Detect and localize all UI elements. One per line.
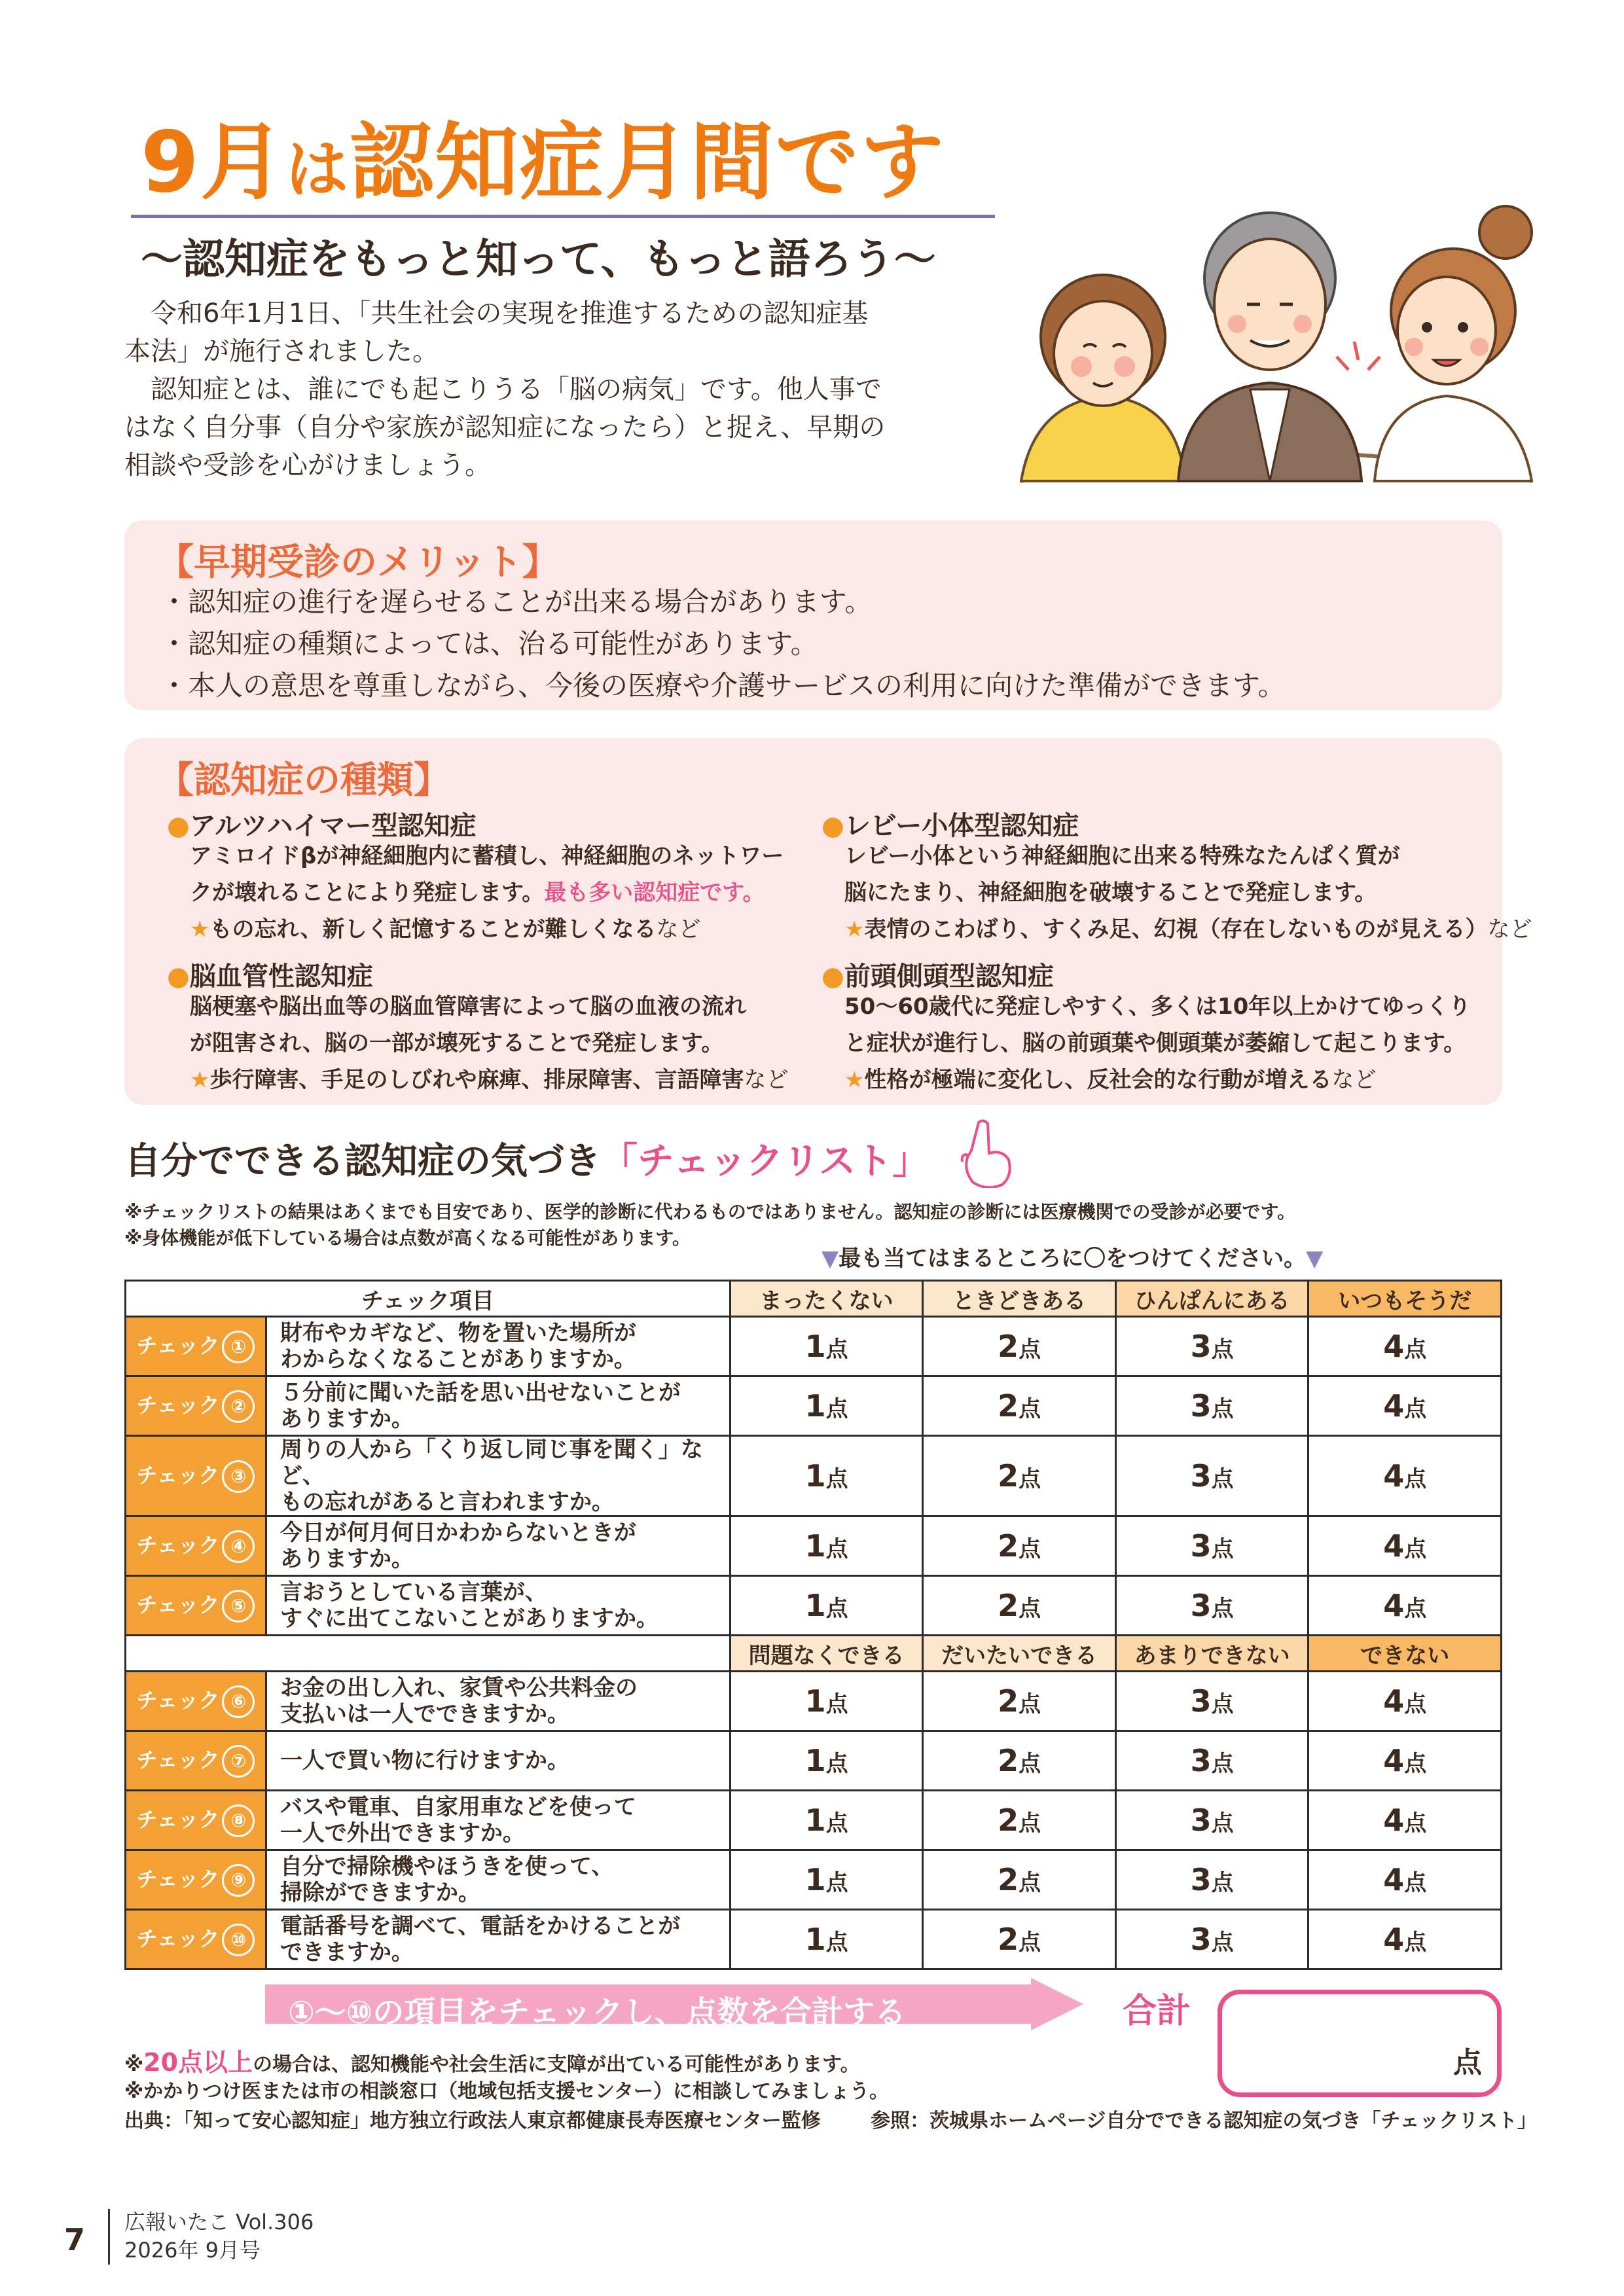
answer-column-header: あまりできない (1115, 1636, 1308, 1672)
check-question: 一人で買い物に行けますか。 (266, 1731, 730, 1791)
checklist-title: 自分でできる認知症の気づき「チェックリスト」 (124, 1140, 929, 1183)
type-vascular-heading: ●脳血管性認知症 (167, 961, 373, 992)
checklist-row (126, 1850, 1502, 1910)
intro-line: 本法」が施行されました。 (124, 336, 439, 367)
check-label: チェック ① (126, 1317, 266, 1376)
page-number: 7 (64, 2222, 86, 2257)
score-option[interactable]: 2点 (923, 1436, 1116, 1516)
score-option[interactable]: 4点 (1308, 1910, 1502, 1969)
checklist-row (126, 1910, 1502, 1969)
score-option[interactable]: 2点 (923, 1317, 1116, 1376)
footnote-consult: ※かかりつけ医または市の相談窓口（地域包括支援センター）に相談してみましょう。 (124, 2080, 889, 2103)
checklist-note: ※チェックリストの結果はあくまでも目安であり、医学的診断に代わるものではありません。認知症の診断には医療機関での受診が必要です。 (124, 1201, 1296, 1223)
title-rule (131, 215, 995, 218)
score-option[interactable]: 1点 (730, 1516, 923, 1576)
merits-heading: 【早期受診のメリット】 (157, 541, 559, 584)
type-desc: アミロイドβが神経細胞内に蓄積し、神経細胞のネットワー (190, 843, 784, 869)
answer-column-header: できない (1308, 1636, 1502, 1672)
score-option[interactable]: 4点 (1308, 1436, 1502, 1516)
check-question: お金の出し入れ、家賃や公共料金の 支払いは一人でできますか。 (266, 1672, 730, 1731)
score-option[interactable]: 2点 (923, 1672, 1116, 1731)
score-option[interactable]: 3点 (1115, 1731, 1308, 1791)
checklist-table (124, 1280, 1502, 1970)
score-option[interactable]: 3点 (1115, 1516, 1308, 1576)
check-number: ③ (222, 1460, 255, 1493)
intro-line: はなく自分事（自分や家族が認知症になったら）と捉え、早期の (124, 412, 886, 442)
footnote-threshold: ※20点以上の場合は、認知機能や社会生活に支障が出ている可能性があります。 (124, 2048, 860, 2077)
intro-line: 相談や受診を心がけましょう。 (124, 450, 491, 480)
type-desc: 脳にたまり、神経細胞を破壊することで発症します。 (844, 880, 1377, 906)
check-label: チェック ⑤ (126, 1576, 266, 1636)
checklist-row (126, 1576, 1502, 1636)
score-option[interactable]: 2点 (923, 1791, 1116, 1850)
check-label: チェック ③ (126, 1436, 266, 1516)
footnote-reference: 参照：茨城県ホームページ自分でできる認知症の気づき「チェックリスト」 (871, 2109, 1537, 2132)
score-option[interactable]: 1点 (730, 1850, 923, 1910)
checklist-row (126, 1376, 1502, 1436)
check-question: 今日が何月何日かわからないときが ありますか。 (266, 1516, 730, 1576)
score-option[interactable]: 4点 (1308, 1731, 1502, 1791)
answer-column-header: まったくない (730, 1281, 923, 1317)
check-number: ⑦ (222, 1745, 255, 1778)
score-option[interactable]: 4点 (1308, 1850, 1502, 1910)
merit-item: ・認知症の種類によっては、治る可能性があります。 (160, 628, 818, 660)
answer-column-header: だいたいできる (923, 1636, 1116, 1672)
type-frontotemporal-heading: ●前頭側頭型認知症 (821, 961, 1054, 992)
score-option[interactable]: 1点 (730, 1436, 923, 1516)
type-symptom: ★もの忘れ、新しく記憶することが難しくなるなど (190, 916, 701, 942)
score-option[interactable]: 1点 (730, 1672, 923, 1731)
checklist-row (126, 1731, 1502, 1791)
total-label: 合計 (1123, 1992, 1191, 2031)
score-option[interactable]: 4点 (1308, 1317, 1502, 1376)
family-illustration (1008, 173, 1545, 501)
answer-column-header: ときどきある (923, 1281, 1116, 1317)
check-number: ⑨ (222, 1864, 255, 1897)
checklist-row (126, 1791, 1502, 1850)
checklist-header-row (126, 1636, 1502, 1672)
check-question: 電話番号を調べて、電話をかけることが できますか。 (266, 1910, 730, 1969)
check-question: 言おうとしている言葉が、 すぐに出てこないことがありますか。 (266, 1576, 730, 1636)
checklist-header-row (126, 1281, 1502, 1317)
check-label: チェック ⑦ (126, 1731, 266, 1791)
score-option[interactable]: 4点 (1308, 1672, 1502, 1731)
check-question: 周りの人から「くり返し同じ事を聞く」など、 もの忘れがあると言われますか。 (266, 1436, 730, 1516)
type-desc: と症状が進行し、脳の前頭葉や側頭葉が萎縮して起こります。 (844, 1030, 1466, 1056)
item-column-header (126, 1636, 731, 1672)
type-alzheimer-heading: ●アルツハイマー型認知症 (167, 811, 477, 841)
type-symptom: ★歩行障害、手足のしびれや麻痺、排尿障害、言語障害など (190, 1067, 789, 1093)
pointing-hand-icon (956, 1116, 1015, 1188)
check-question: 自分で掃除機やほうきを使って、 掃除ができますか。 (266, 1850, 730, 1910)
check-label: チェック ② (126, 1376, 266, 1436)
check-label: チェック ⑨ (126, 1850, 266, 1910)
check-label: チェック ⑥ (126, 1672, 266, 1731)
caregiver-figure (1337, 206, 1532, 481)
merit-item: ・本人の意思を尊重しながら、今後の医療や介護サービスの利用に向けた準備ができます。 (160, 670, 1286, 702)
checklist-row (126, 1317, 1502, 1376)
check-question: バスや電車、自家用車などを使って 一人で外出できますか。 (266, 1791, 730, 1850)
type-lewy-heading: ●レビー小体型認知症 (821, 811, 1079, 841)
footnote-source: 出典：「知って安心認知症」地方独立行政法人東京都健康長寿医療センター監修 (124, 2109, 821, 2132)
merit-item: ・認知症の進行を遅らせることが出来る場合があります。 (160, 586, 873, 618)
check-label: チェック ⑧ (126, 1791, 266, 1850)
check-number: ⑤ (222, 1590, 255, 1623)
footer-divider (108, 2209, 110, 2265)
total-unit: 点 (1453, 2046, 1482, 2079)
score-option[interactable]: 2点 (923, 1731, 1116, 1791)
publication-issue: 2026年 9月号 (124, 2238, 261, 2263)
grandmother-figure (1021, 275, 1185, 481)
check-number: ⑧ (222, 1804, 255, 1837)
intro-line: 認知症とは、誰にでも起こりうる「脳の病気」です。他人事で (124, 374, 882, 404)
type-desc: 50～60歳代に発症しやすく、多くは10年以上かけてゆっくり (844, 994, 1471, 1020)
answer-column-header: ひんぱんにある (1115, 1281, 1308, 1317)
score-option[interactable]: 3点 (1115, 1576, 1308, 1636)
score-option[interactable]: 1点 (730, 1576, 923, 1636)
check-number: ② (222, 1390, 255, 1423)
checklist-row (126, 1516, 1502, 1576)
answer-column-header: 問題なくできる (730, 1636, 923, 1672)
page-subtitle: ～認知症をもっと知って、もっと語ろう～ (141, 236, 936, 284)
score-option[interactable]: 3点 (1115, 1672, 1308, 1731)
score-option[interactable]: 1点 (730, 1376, 923, 1436)
score-option[interactable]: 4点 (1308, 1376, 1502, 1436)
type-desc: クが壊れることにより発症します。最も多い認知症です。 (190, 880, 765, 906)
type-desc: が阻害され、脳の一部が壊死することで発症します。 (190, 1030, 724, 1056)
sum-instruction: ①～⑩の項目をチェックし、点数を合計する (288, 1994, 906, 2031)
score-option[interactable]: 1点 (730, 1791, 923, 1850)
score-option[interactable]: 3点 (1115, 1910, 1308, 1969)
grandfather-figure (1178, 213, 1362, 481)
score-option[interactable]: 3点 (1115, 1436, 1308, 1516)
check-number: ⑥ (222, 1685, 255, 1718)
check-question: 財布やカギなど、物を置いた場所が わからなくなることがありますか。 (266, 1317, 730, 1376)
check-label: チェック ⑩ (126, 1910, 266, 1969)
score-option[interactable]: 3点 (1115, 1850, 1308, 1910)
score-option[interactable]: 2点 (923, 1516, 1116, 1576)
checklist-instruction: ▼最も当てはまるところに〇をつけてください。▼ (821, 1246, 1324, 1272)
publication-name: 広報いたこ Vol.306 (124, 2210, 314, 2234)
intro-line: 令和6年1月1日、「共生社会の実現を推進するための認知症基 (124, 298, 869, 329)
check-number: ④ (222, 1530, 255, 1563)
score-option[interactable]: 3点 (1115, 1317, 1308, 1376)
score-option[interactable]: 1点 (730, 1910, 923, 1969)
checklist-row (126, 1672, 1502, 1731)
type-desc: レビー小体という神経細胞に出来る特殊なたんぱく質が (844, 843, 1400, 869)
check-number: ⑩ (222, 1924, 255, 1956)
score-option[interactable]: 4点 (1308, 1791, 1502, 1850)
check-label: チェック ④ (126, 1516, 266, 1576)
score-option[interactable]: 1点 (730, 1317, 923, 1376)
score-option[interactable]: 2点 (923, 1910, 1116, 1969)
answer-column-header: いつもそうだ (1308, 1281, 1502, 1317)
checklist-row (126, 1436, 1502, 1516)
score-option[interactable]: 4点 (1308, 1576, 1502, 1636)
score-option[interactable]: 3点 (1115, 1376, 1308, 1436)
item-column-header: チェック項目 (126, 1281, 731, 1317)
type-desc: 脳梗塞や脳出血等の脳血管障害によって脳の血液の流れ (190, 994, 746, 1020)
page-title: 9月は認知症月間です (141, 114, 946, 211)
type-symptom: ★性格が極端に変化し、反社会的な行動が増えるなど (844, 1067, 1377, 1093)
score-option[interactable]: 4点 (1308, 1516, 1502, 1576)
score-option[interactable]: 2点 (923, 1576, 1116, 1636)
score-option[interactable]: 2点 (923, 1850, 1116, 1910)
type-symptom: ★表情のこわばり、すくみ足、幻視（存在しないものが見える）など (844, 916, 1532, 942)
score-option[interactable]: 3点 (1115, 1791, 1308, 1850)
score-option[interactable]: 1点 (730, 1731, 923, 1791)
score-option[interactable]: 2点 (923, 1376, 1116, 1436)
check-question: ５分前に聞いた話を思い出せないことが ありますか。 (266, 1376, 730, 1436)
checklist-note: ※身体機能が低下している場合は点数が高くなる可能性があります。 (124, 1227, 691, 1249)
check-number: ① (222, 1331, 255, 1363)
types-heading: 【認知症の種類】 (157, 759, 450, 802)
